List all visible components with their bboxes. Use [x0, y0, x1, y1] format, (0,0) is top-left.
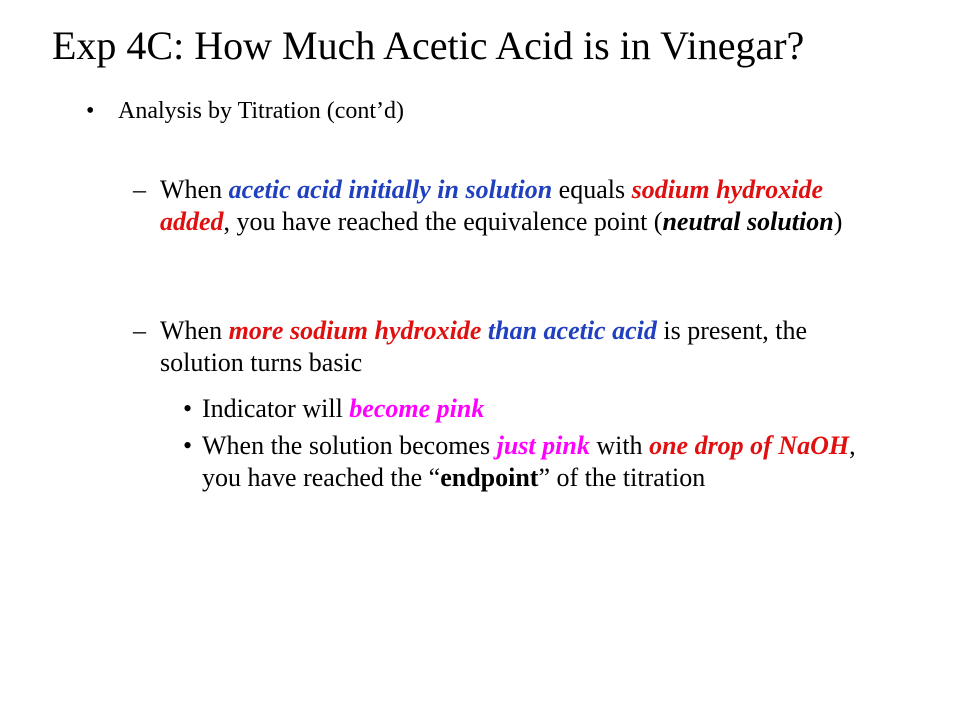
neutral-solution-phrase: neutral solution [662, 207, 834, 236]
bullet-indicator-text [202, 393, 883, 425]
text-run: When [160, 175, 229, 204]
one-drop-naoh-phrase: one drop of NaOH [649, 431, 850, 460]
text-run: When the solution becomes [202, 431, 497, 460]
subpoint-basic [133, 315, 873, 379]
text-run: ” of the titration [538, 463, 706, 492]
text-run: equals [552, 175, 632, 204]
slide-title: Exp 4C: How Much Acetic Acid is in Vinegar? [52, 23, 805, 68]
subpoint-basic-text [160, 315, 873, 379]
bullet-endpoint [183, 430, 883, 494]
bullet-endpoint-text [202, 430, 883, 494]
bullet-icon: • [183, 394, 193, 423]
subpoint-equivalence-text [160, 174, 873, 238]
text-run: Indicator will [202, 394, 350, 423]
become-pink-phrase: become pink [349, 394, 485, 423]
bullet-analysis-text: Analysis by Titration (cont’d) [118, 98, 404, 124]
dash-icon: – [133, 175, 146, 204]
bullet-icon: • [183, 431, 193, 460]
subpoint-equivalence [133, 174, 873, 238]
sodium-hydroxide-phrase: sodium hydroxide added [160, 175, 824, 236]
bullet-indicator [183, 393, 883, 425]
dash-icon: – [133, 316, 146, 345]
text-run: with [589, 431, 650, 460]
than-acetic-acid-phrase: than acetic acid [487, 316, 657, 345]
endpoint-term: endpoint [440, 463, 539, 492]
text-run: is present, the solution turns basic [160, 316, 808, 377]
bullet-icon: • [86, 98, 95, 124]
text-run: , you have reached the equivalence point ( [223, 207, 663, 236]
just-pink-phrase: just pink [496, 431, 590, 460]
more-sodium-hydroxide-phrase: more sodium hydroxide [228, 316, 482, 345]
acetic-acid-phrase: acetic acid initially in solution [228, 175, 553, 204]
text-run: ) [833, 207, 843, 236]
text-run: When [160, 316, 229, 345]
text-run: , you have reached the “ [202, 431, 856, 492]
